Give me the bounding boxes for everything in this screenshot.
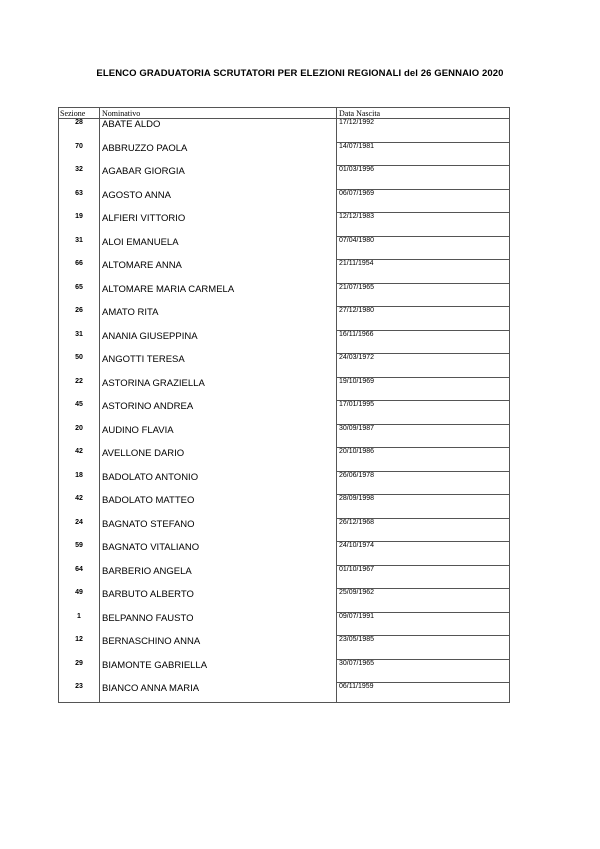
cell-sezione: 65 (75, 283, 83, 291)
cell-nominativo: BADOLATO MATTEO (102, 495, 195, 506)
table-row (59, 400, 509, 424)
table-row (59, 330, 509, 354)
table-row (59, 189, 509, 213)
table-row (59, 494, 509, 518)
cell-data-nascita: 24/03/1972 (339, 354, 375, 361)
table-row (59, 353, 509, 377)
cell-data-nascita: 06/11/1959 (339, 683, 374, 690)
table-row (59, 635, 509, 659)
cell-data-nascita: 01/10/1967 (339, 565, 375, 573)
cell-sezione: 22 (75, 377, 83, 385)
cell-sezione: 42 (75, 448, 83, 455)
cell-sezione: 19 (75, 213, 83, 220)
cell-nominativo: ABATE ALDO (102, 119, 161, 130)
cell-data-nascita: 14/07/1981 (339, 142, 375, 150)
table-row (59, 471, 509, 495)
cell-sezione: 50 (75, 354, 83, 361)
cell-sezione: 42 (75, 495, 83, 502)
cell-sezione: 70 (75, 142, 83, 150)
cell-nominativo: ALTOMARE ANNA (102, 260, 182, 271)
cell-data-nascita: 07/04/1980 (339, 236, 375, 244)
table-row (59, 588, 509, 612)
table-row (59, 283, 509, 307)
cell-data-nascita: 01/03/1996 (339, 166, 375, 173)
header-nominativo: Nominativo (102, 109, 141, 118)
table-row (59, 165, 509, 189)
cell-nominativo: AGOSTO ANNA (102, 189, 171, 201)
cell-nominativo: BAGNATO STEFANO (102, 518, 195, 530)
cell-data-nascita: 17/01/1995 (339, 401, 375, 408)
cell-nominativo: ALOI EMANUELA (102, 236, 179, 248)
cell-data-nascita: 30/07/1965 (339, 659, 375, 667)
cell-data-nascita: 20/10/1986 (339, 448, 375, 455)
cell-nominativo: BELPANNO FAUSTO (102, 612, 194, 624)
cell-sezione: 20 (75, 424, 83, 432)
cell-data-nascita: 26/12/1968 (339, 518, 375, 526)
cell-data-nascita: 21/11/1954 (339, 260, 374, 267)
cell-data-nascita: 12/12/1983 (339, 213, 375, 220)
cell-data-nascita: 06/07/1969 (339, 189, 375, 197)
table-row (59, 682, 509, 706)
cell-sezione: 49 (75, 589, 83, 596)
table-row (59, 541, 509, 565)
cell-data-nascita: 16/11/1966 (339, 330, 374, 338)
cell-nominativo: AGABAR GIORGIA (102, 166, 185, 177)
table-row (59, 236, 509, 260)
table-row (59, 306, 509, 330)
table-row (59, 142, 509, 166)
cell-sezione: 32 (75, 166, 83, 173)
cell-sezione: 23 (75, 683, 83, 690)
cell-data-nascita: 26/06/1978 (339, 471, 375, 479)
cell-data-nascita: 30/09/1987 (339, 424, 375, 432)
header-sezione: Sezione (60, 109, 86, 118)
cell-nominativo: ABBRUZZO PAOLA (102, 142, 188, 154)
cell-sezione: 45 (75, 401, 83, 408)
table-row (59, 259, 509, 283)
cell-data-nascita: 17/12/1992 (339, 119, 375, 126)
cell-data-nascita: 28/09/1998 (339, 495, 375, 502)
header-data-nascita: Data Nascita (339, 109, 381, 118)
cell-nominativo: BAGNATO VITALIANO (102, 542, 200, 553)
cell-sezione: 12 (75, 636, 83, 643)
cell-data-nascita: 27/12/1980 (339, 307, 375, 314)
cell-data-nascita: 25/09/1962 (339, 589, 375, 596)
cell-data-nascita: 21/07/1965 (339, 283, 375, 291)
cell-sezione: 31 (75, 236, 83, 244)
cell-nominativo: ASTORINA GRAZIELLA (102, 377, 205, 389)
cell-nominativo: ASTORINO ANDREA (102, 401, 194, 412)
table-row (59, 565, 509, 589)
cell-nominativo: BADOLATO ANTONIO (102, 471, 199, 483)
graduatoria-table (58, 107, 510, 703)
cell-nominativo: AUDINO FLAVIA (102, 424, 174, 436)
cell-sezione: 26 (75, 307, 83, 314)
cell-sezione: 66 (75, 260, 83, 267)
cell-sezione: 24 (75, 518, 83, 526)
cell-nominativo: BARBUTO ALBERTO (102, 589, 194, 600)
cell-data-nascita: 24/10/1974 (339, 542, 375, 549)
table-row (59, 212, 509, 236)
table-row (59, 447, 509, 471)
table-row (59, 118, 509, 142)
cell-sezione: 59 (75, 542, 83, 549)
page-title: ELENCO GRADUATORIA SCRUTATORI PER ELEZIONI REGIONALI del 26 GENNAIO 2020 (96, 68, 504, 79)
table-row (59, 377, 509, 401)
cell-sezione: 18 (75, 471, 83, 479)
cell-nominativo: ANGOTTI TERESA (102, 354, 185, 365)
cell-data-nascita: 09/07/1991 (339, 612, 375, 620)
cell-sezione: 28 (75, 119, 83, 126)
cell-nominativo: BARBERIO ANGELA (102, 565, 192, 577)
cell-sezione: 1 (77, 612, 81, 620)
table-row (59, 612, 509, 636)
cell-nominativo: BIAMONTE GABRIELLA (102, 659, 208, 671)
cell-nominativo: BERNASCHINO ANNA (102, 636, 201, 647)
table-row (59, 659, 509, 683)
cell-data-nascita: 19/10/1969 (339, 377, 375, 385)
cell-nominativo: AMATO RITA (102, 307, 159, 318)
cell-sezione: 29 (75, 659, 83, 667)
table-row (59, 518, 509, 542)
cell-sezione: 63 (75, 189, 83, 197)
cell-nominativo: ANANIA GIUSEPPINA (102, 330, 198, 342)
cell-sezione: 31 (75, 330, 83, 338)
cell-nominativo: BIANCO ANNA MARIA (102, 683, 200, 694)
cell-data-nascita: 23/05/1985 (339, 636, 375, 643)
cell-nominativo: ALTOMARE MARIA CARMELA (102, 283, 235, 295)
cell-nominativo: ALFIERI VITTORIO (102, 213, 186, 224)
cell-sezione: 64 (75, 565, 83, 573)
cell-nominativo: AVELLONE DARIO (102, 448, 185, 459)
table-row (59, 424, 509, 448)
